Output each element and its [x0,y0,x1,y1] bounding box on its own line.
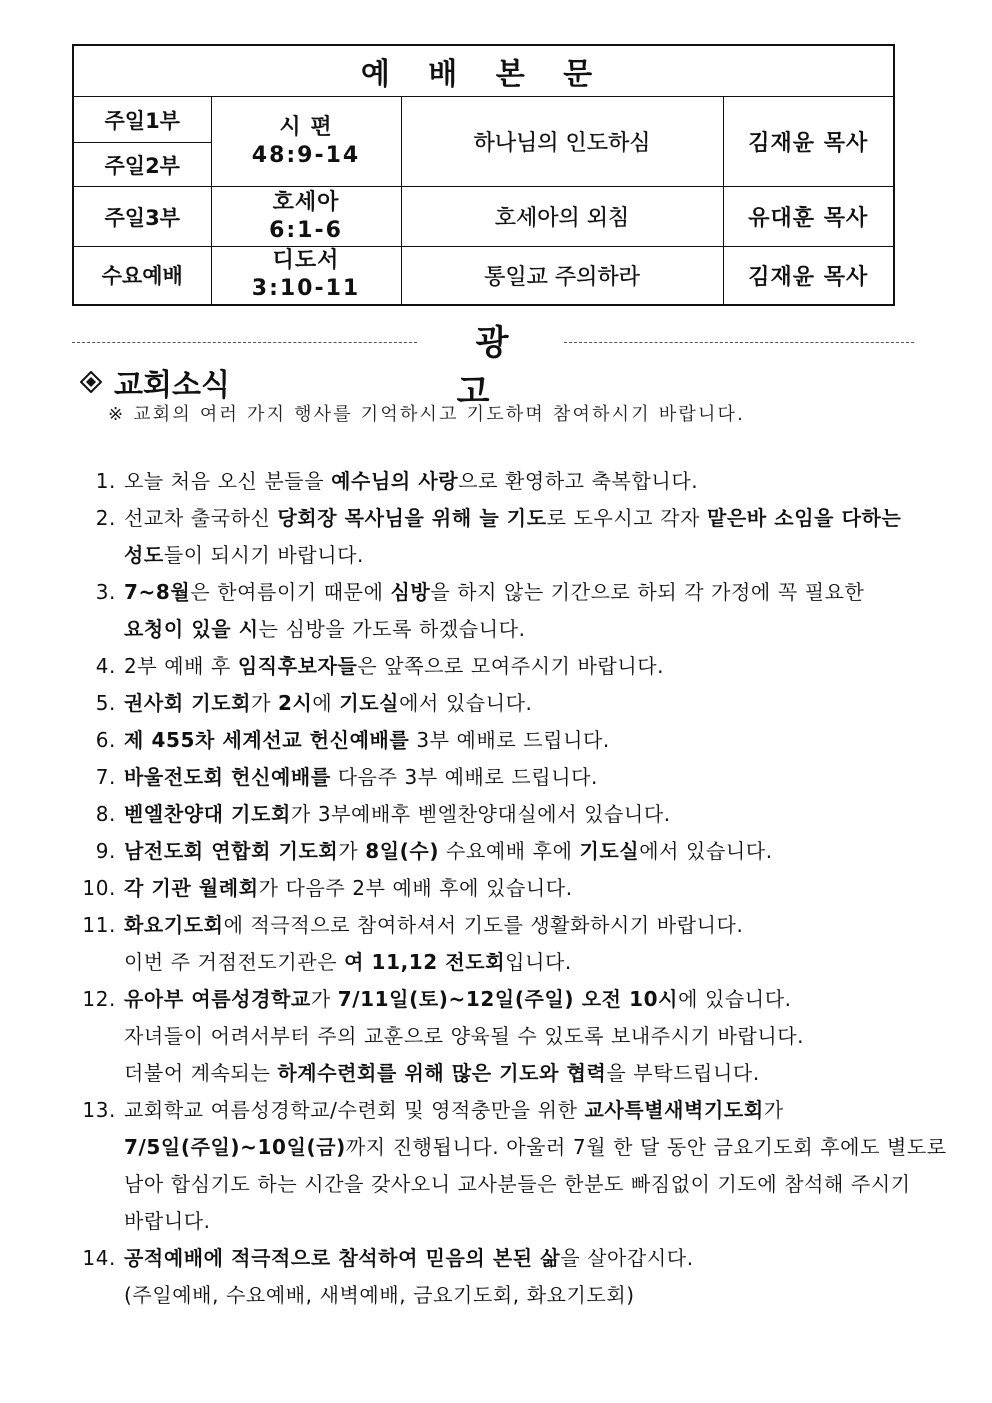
service-name: 주일2부 [73,143,211,187]
list-item [70,1240,930,1314]
service-name: 주일1부 [73,97,211,143]
list-item-body [124,574,930,648]
announcements-title: 광 고 [456,323,547,412]
list-item-line [124,981,930,1018]
list-item-number: 8. [95,802,116,826]
body-text: 을 하지 않는 기간으로 하되 각 가정에 꼭 필요한 [430,580,865,604]
list-item-line [124,463,930,500]
emphasis-text: 7~8월 [124,580,191,604]
list-item-body [124,907,930,981]
body-text: 가 [338,839,366,863]
body-text: 더불어 계속되는 [124,1061,278,1085]
emphasis-text: 화요기도회 [124,913,224,937]
emphasis-text: 7/5일(주일)~10일(금) [124,1135,346,1159]
list-item [70,796,930,833]
scripture-book: 디도서 [272,248,340,274]
preacher-name: 유대훈 목사 [723,187,894,247]
body-text: 입니다. [505,950,572,974]
list-item-body [124,833,930,870]
emphasis-text: 2시 [277,691,313,715]
list-item-line [124,1166,947,1203]
body-text: 까지 진행됩니다. 아울러 7월 한 달 동안 금요기도회 후에도 별도로 [345,1135,947,1159]
list-item [70,907,930,981]
body-text: 으로 환영하고 축복합니다. [458,469,699,493]
body-text: 에서 있습니다. [639,839,773,863]
emphasis-text: 기도실 [579,839,640,863]
divider-right [564,342,914,343]
preacher-name: 김재윤 목사 [723,247,894,305]
list-item-body [124,463,930,500]
emphasis-text: 맡은바 소임을 다하는 [706,506,902,530]
list-item-line [124,611,930,648]
sermon-title: 하나님의 인도하심 [401,97,723,187]
list-item-line [124,907,930,944]
emphasis-text: 예수님의 사랑 [331,469,459,493]
body-text: (주일예배, 수요예배, 새벽예배, 금요기도회, 화요기도회) [124,1283,635,1307]
body-text: 오늘 처음 오신 분들을 [124,469,332,493]
body-text: 는 심방을 가도록 하겠습니다. [258,617,526,641]
section-title-text: 교회소식 [114,368,230,403]
list-item-line [124,500,930,537]
list-item-body [124,685,930,722]
list-item-number: 9. [95,839,116,863]
list-item-line [124,1240,930,1277]
announcement-list [70,463,947,1314]
body-text: 교회학교 여름성경학교/수련회 및 영적충만을 위한 [124,1098,585,1122]
section-heading [78,360,230,404]
emphasis-text: 남전도회 연합회 기도회 [124,839,339,863]
list-item-number: 10. [82,876,116,900]
list-item [70,833,930,870]
list-item-line [124,870,930,907]
body-text: 남아 합심기도 하는 시간을 갖사오니 교사분들은 한분도 빠짐없이 기도에 참석해 주시기 [124,1172,911,1196]
list-item [70,463,930,500]
scripture-reference [211,97,401,187]
list-item-line [124,1055,930,1092]
worship-table [72,44,895,306]
emphasis-text: 벧엘찬양대 기도회 [124,802,291,826]
body-text: 2부 예배 후 [124,654,238,678]
list-item [70,759,930,796]
worship-table-title: 예 배 본 문 [73,45,894,97]
scripture-reference [211,187,401,247]
section-note: ※ 교회의 여러 가지 행사를 기억하시고 기도하며 참여하시기 바랍니다. [108,404,746,425]
scripture-verses: 6:1-6 [269,217,343,243]
emphasis-text: 각 기관 월례회 [124,876,259,900]
emphasis-text: 하계수련회를 위해 많은 기도와 협력 [277,1061,607,1085]
sermon-title: 통일교 주의하라 [401,247,723,305]
body-text: 가 [251,691,278,715]
list-item-body [124,722,930,759]
list-item [70,648,930,685]
list-item-number: 7. [95,765,116,789]
list-item-line [124,1018,930,1055]
list-item-line [124,759,930,796]
sermon-title: 호세아의 외침 [401,187,723,247]
preacher-name: 김재윤 목사 [723,97,894,187]
body-text: 바랍니다. [124,1209,211,1233]
scripture-book: 시 편 [279,114,333,140]
list-item-body [124,870,930,907]
list-item-body [124,500,930,574]
list-item-body [124,1092,947,1240]
list-item-body [124,648,930,685]
body-text: 에 적극적으로 참여하셔서 기도를 생활화하시기 바랍니다. [223,913,744,937]
list-item [70,1092,947,1240]
body-text: 에 있습니다. [678,987,792,1011]
list-item [70,685,930,722]
body-text: 가 [310,987,338,1011]
list-item [70,722,930,759]
list-item-number: 5. [95,691,116,715]
body-text: 가 [763,1098,784,1122]
body-text: 은 한여름이기 때문에 [190,580,391,604]
list-item-line [124,722,930,759]
list-item [70,500,930,574]
list-item-number: 6. [95,728,116,752]
list-item-line [124,1277,930,1314]
body-text: 가 3부예배후 벧엘찬양대실에서 있습니다. [290,802,671,826]
emphasis-text: 바울전도회 헌신예배를 [124,765,331,789]
emphasis-text: 심방 [390,580,431,604]
emphasis-text: 임직후보자들 [237,654,358,678]
list-item-number: 3. [95,580,116,604]
body-text: 자녀들이 어려서부터 주의 교훈으로 양육될 수 있도록 보내주시기 바랍니다. [124,1024,805,1048]
body-text: 에서 있습니다. [399,691,533,715]
list-item-number: 13. [82,1098,116,1122]
list-item [70,870,930,907]
list-item-line [124,833,930,870]
list-item-number: 1. [95,469,116,493]
body-text: 다음주 3부 예배로 드립니다. [330,765,598,789]
list-item-number: 14. [82,1246,116,1270]
list-item-line [124,944,930,981]
divider-left [72,342,417,343]
emphasis-text: 8일(수) [365,839,440,863]
emphasis-text: 성도 [124,543,164,567]
list-item-line [124,1129,947,1166]
list-item-line [124,796,930,833]
list-item-body [124,1240,930,1314]
list-item [70,574,930,648]
list-item-body [124,759,930,796]
service-name: 수요예배 [73,247,211,305]
emphasis-text: 요청이 있을 시 [124,617,259,641]
body-text: 이번 주 거점전도기관은 [124,950,345,974]
list-item-body [124,796,930,833]
service-name: 주일3부 [73,187,211,247]
body-text: 에 [312,691,340,715]
emphasis-text: 여 11,12 전도회 [344,950,506,974]
list-item-number: 2. [95,506,116,530]
emphasis-text: 7/11일(토)~12일(주일) 오전 10시 [337,987,679,1011]
body-text: 을 부탁드립니다. [606,1061,760,1085]
body-text: 수요예배 후에 [439,839,580,863]
emphasis-text: 당회장 목사님을 위해 늘 기도 [277,506,547,530]
emphasis-text: 제 455차 세계선교 헌신예배를 [124,728,410,752]
emphasis-text: 기도실 [339,691,400,715]
body-text: 들이 되시기 바랍니다. [163,543,364,567]
body-text: 로 도우시고 각자 [546,506,707,530]
list-item-line [124,537,930,574]
emphasis-text: 유아부 여름성경학교 [124,987,311,1011]
scripture-reference [211,247,401,305]
list-item-line [124,1203,947,1240]
scripture-verses: 3:10-11 [251,276,361,302]
list-item-number: 12. [82,987,116,1011]
list-item-body [124,981,930,1092]
body-text: 을 살아갑시다. [560,1246,694,1270]
emphasis-text: 권사회 기도회 [124,691,252,715]
scripture-verses: 48:9-14 [251,142,361,168]
scripture-book: 호세아 [272,189,340,215]
body-text: 가 다음주 2부 예배 후에 있습니다. [258,876,573,900]
diamond-icon [80,371,102,393]
list-item-line [124,1092,947,1129]
list-item-line [124,648,930,685]
body-text: 3부 예배로 드립니다. [409,728,610,752]
list-item-number: 11. [82,913,116,937]
emphasis-text: 교사특별새벽기도회 [584,1098,764,1122]
body-text: 은 앞쪽으로 모여주시기 바랍니다. [357,654,665,678]
body-text: 선교차 출국하신 [124,506,278,530]
list-item-number: 4. [95,654,116,678]
emphasis-text: 공적예배에 적극적으로 참석하여 믿음의 본된 삶 [124,1246,561,1270]
list-item-line [124,574,930,611]
list-item-line [124,685,930,722]
list-item [70,981,930,1092]
